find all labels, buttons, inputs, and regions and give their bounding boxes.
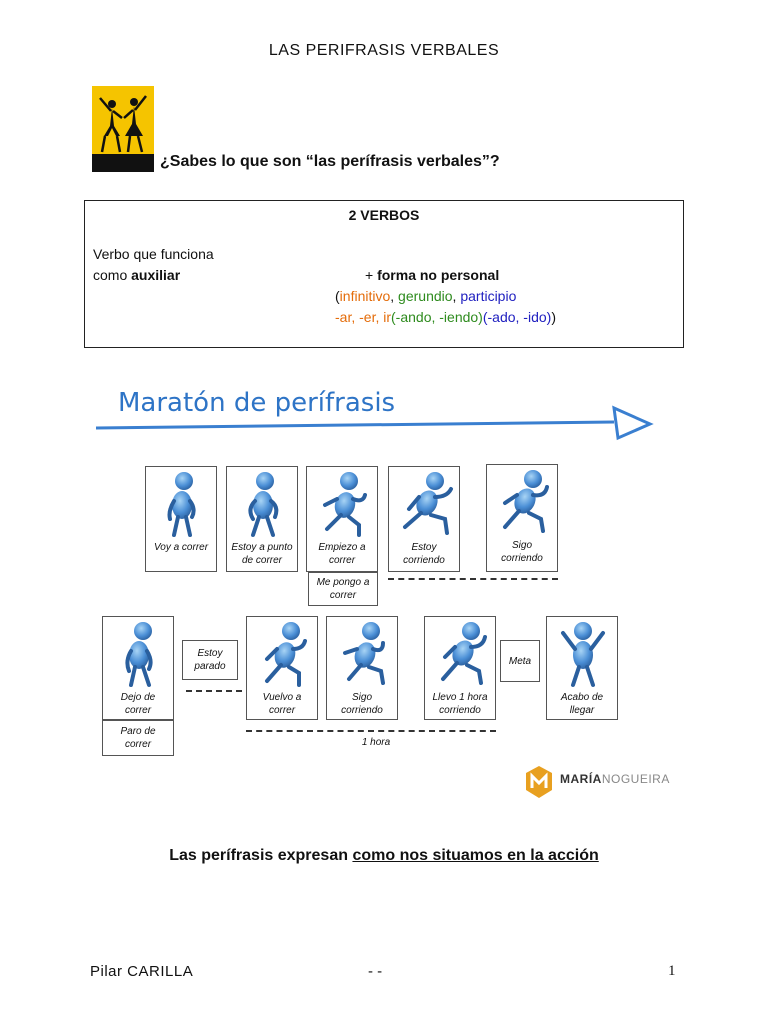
card-caption: Vuelvo a correr <box>262 692 302 716</box>
card-caption: Dejo de correr <box>120 692 156 716</box>
marathon-title: Maratón de perífrasis <box>118 388 396 418</box>
box-line-endings: -ar, -er, ir(-ando, -iendo)(-ado, -ido)) <box>335 309 556 325</box>
box-heading: 2 VERBOS <box>348 207 420 223</box>
card-caption: Acabo de llegar <box>560 692 604 716</box>
hora-label: 1 hora <box>361 737 391 748</box>
card-caption: Sigo corriendo <box>341 692 383 716</box>
card-caption: Llevo 1 hora corriendo <box>432 692 488 716</box>
runner-running-icon <box>395 469 455 539</box>
runner-running-icon <box>333 619 393 689</box>
dashed-line-parado <box>186 690 242 692</box>
card-estoy-a-punto <box>226 466 298 572</box>
runner-ready-icon <box>233 469 293 539</box>
card-caption: Empiezo a correr <box>318 542 366 566</box>
runner-finish-icon <box>553 619 613 689</box>
card-acabo-de-llegar <box>546 616 618 720</box>
dashed-line-hora <box>246 730 496 732</box>
runner-standing-icon <box>152 469 212 539</box>
footer-author: Pilar CARILLA <box>90 963 194 980</box>
card-empiezo-a-correr <box>306 466 378 572</box>
box-line-forma: + forma no personal <box>365 267 500 283</box>
card-sigo-corriendo-1 <box>486 464 558 572</box>
card-estoy-corriendo <box>388 466 460 572</box>
logo-text: MARÍANOGUEIRA <box>560 772 670 786</box>
note-paro-de-correr: Paro de correr <box>102 720 174 756</box>
intro-question: ¿Sabes lo que son “las perífrasis verbales”? <box>160 153 500 170</box>
box-line-types: (infinitivo, gerundio, participio <box>335 288 517 304</box>
card-sigo-corriendo-2 <box>326 616 398 720</box>
runner-running-icon <box>493 467 553 537</box>
note-estoy-parado: Estoy parado <box>182 640 238 680</box>
definition-box <box>84 200 684 348</box>
summary-sentence: Las perífrasis expresan como nos situamos en la acción <box>169 847 599 864</box>
card-caption: Estoy a punto de correr <box>231 542 293 566</box>
card-caption: Estoy corriendo <box>403 542 445 566</box>
card-voy-a-correr <box>145 466 217 572</box>
footer-middle: - - <box>368 963 383 980</box>
dancers-image <box>92 86 154 172</box>
card-caption: Sigo corriendo <box>501 540 543 564</box>
footer-page-number: 1 <box>668 963 676 979</box>
card-dejo-de-correr <box>102 616 174 720</box>
runner-starting-icon <box>313 469 373 539</box>
card-vuelvo-a-correr <box>246 616 318 720</box>
runner-restart-icon <box>253 619 313 689</box>
card-llevo-1-hora <box>424 616 496 720</box>
note-meta: Meta <box>500 640 540 682</box>
dashed-line-row1 <box>388 578 558 580</box>
card-caption: Voy a correr <box>153 542 209 553</box>
maria-nogueira-logo-icon <box>524 764 554 800</box>
runner-stopped-icon <box>109 619 169 689</box>
box-line-auxiliar: como auxiliar <box>93 267 181 283</box>
runner-running-icon <box>431 619 491 689</box>
note-me-pongo: Me pongo a correr <box>308 572 378 606</box>
box-line-verbo: Verbo que funciona <box>93 246 214 262</box>
page-title: LAS PERIFRASIS VERBALES <box>268 42 500 59</box>
